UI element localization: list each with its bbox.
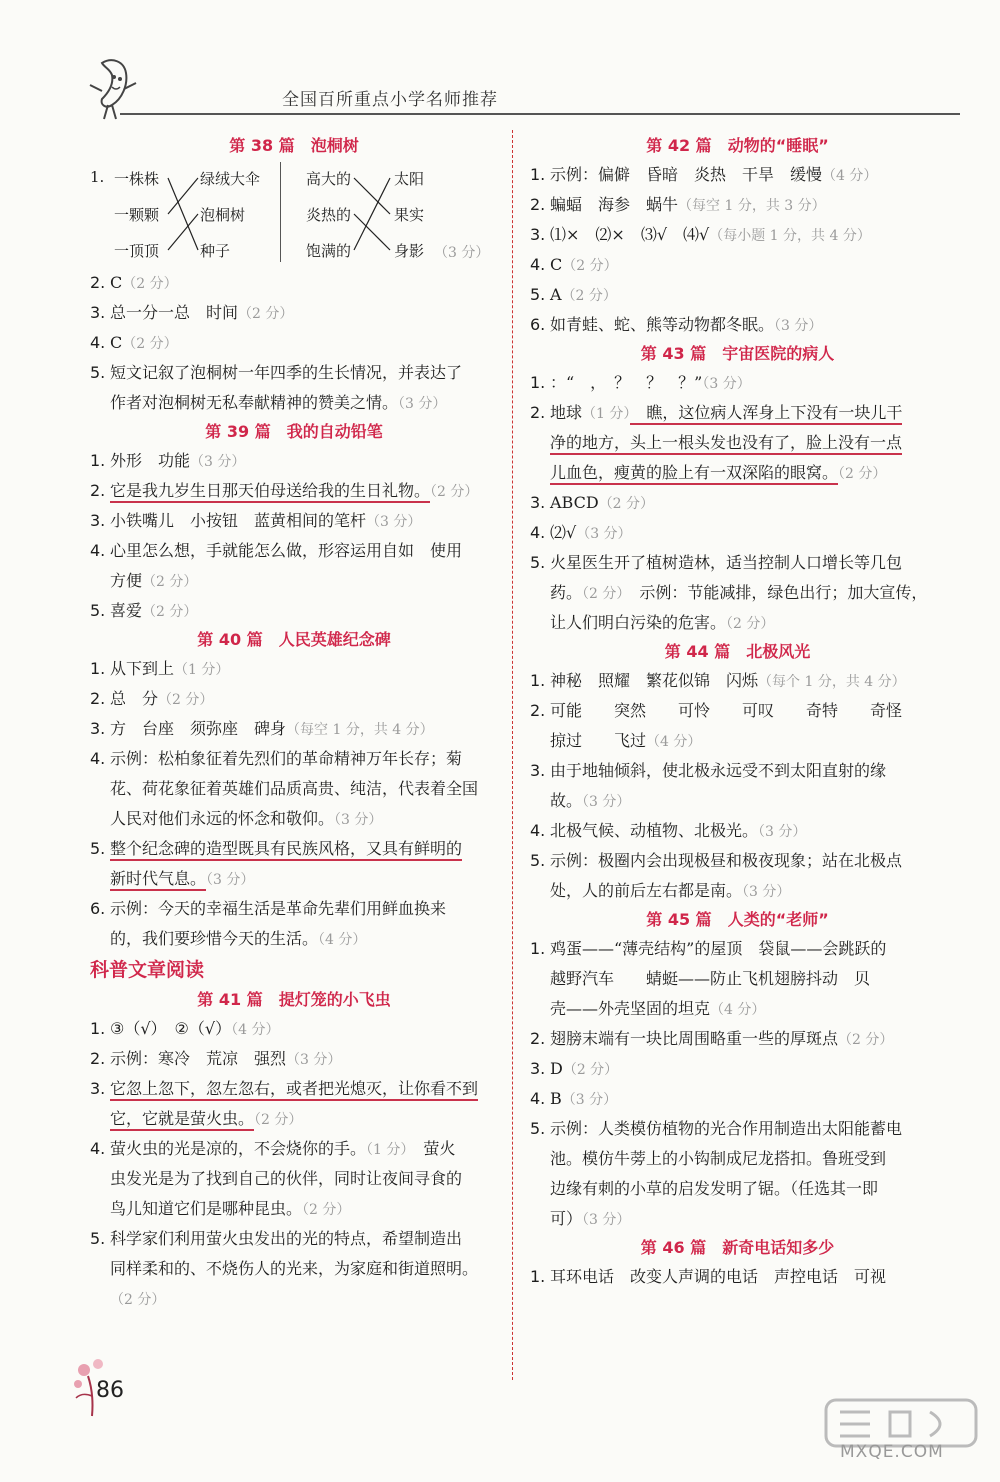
score: （2 分） [302,1202,351,1218]
answer-text: 小铁嘴儿 小按钮 蓝黄相间的笔杆 [110,511,367,530]
answer-text: 心里怎么想，手就能怎么做，形容运用自如 使用 [110,541,463,560]
section-number: 第 42 篇 [646,136,712,155]
score: （每个 1 分，共 4 分） [758,674,906,690]
answer-line: 2. C（2 分） [90,273,178,292]
match-item: 种子 [200,242,231,260]
score: （3 分） [334,812,383,828]
section-name: 动物的“睡眠” [727,136,829,155]
answer-line [90,774,498,804]
score: （2 分） [598,496,655,512]
score: （2 分） [238,306,294,322]
answer-line: 5. 科学家们利用萤火虫发出的光的特点，希望制造出 [90,1229,463,1248]
score: （3 分） [398,396,447,412]
score: （2 分） [838,466,887,482]
answer-line: 2. 可能 突然 可怜 可叹 奇特 奇怪 [530,701,903,720]
score: （2 分） [561,288,617,304]
section-title-39 [90,418,498,446]
answer-text: 萤火虫的光是凉的，不会烧你的手。 [110,1139,367,1158]
answer-line: 2. 总 分（2 分） [90,689,214,708]
answer-line [90,566,498,596]
header-rule [120,113,960,115]
score: （2 分） [122,336,178,352]
answer-line: 3. 由于地轴倾斜，使北极永远受不到太阳直射的缘 [530,761,887,780]
answer-line [90,1284,498,1314]
score: （2 分） [562,1062,619,1078]
score: （3 分） [582,1212,631,1228]
section-title-38 [90,132,498,160]
score: （2 分） [142,604,198,620]
score: （3 分） [561,1092,618,1108]
answer-text: C [550,255,563,274]
answer-line: 1. 示例：偏僻 昏暗 炎热 干旱 缓慢（4 分） [530,165,878,184]
answer-line: 5. 整个纪念碑的造型既具有民族风格，又具有鲜明的 [90,834,498,864]
answer-line: 1. 从下到上（1 分） [90,659,230,678]
section-number: 第 38 篇 [229,136,295,155]
score: （每小题 1 分，共 4 分） [709,228,871,244]
answer-text: 人民对他们永远的怀念和敬仰。 [110,809,335,828]
score: （3 分） [742,884,791,900]
score: （1 分） [582,406,631,422]
answer-line: 3. D（2 分） [530,1059,619,1078]
answer-text: 外形 功能 [110,451,191,470]
answer-text: 从下到上 [110,659,175,678]
answer-text: 示例：偏僻 昏暗 炎热 干旱 缓慢 [550,165,823,184]
section-number: 第 39 篇 [205,422,271,441]
answer-line: 5. A（2 分） [530,285,617,304]
answer-text: 它，它就是萤火虫。 [110,1109,254,1131]
answer-line: 3. 它忽上忽下，忽左忽右，或者把光熄灭，让你看不到 [90,1074,498,1104]
answer-line: 3. ⑴× ⑵× ⑶√ ⑷√（每小题 1 分，共 4 分） [530,225,871,244]
score: （每空 1 分，共 4 分） [286,722,434,738]
answer-line [90,1104,498,1134]
header-title: 全国百所重点小学名师推荐 [282,90,498,110]
right-column [530,132,945,1292]
answer-line: 4. ⑵√（3 分） [530,523,632,542]
section-number: 第 40 篇 [197,630,263,649]
answer-text: 示例：节能减排，绿色出行；加大宣传， [623,583,928,602]
answer-text: B [550,1089,562,1108]
section-name: 提灯笼的小飞虫 [278,990,391,1009]
answer-line [90,1194,498,1224]
score: （2 分） [562,258,618,274]
section-title-46 [530,1234,945,1262]
answer-text: 总一分一总 时间 [110,303,239,322]
section-title-41 [90,986,498,1014]
section-title-43 [530,340,945,368]
answer-line: 1. 鸡蛋——“薄壳结构”的屋顶 袋鼠——会跳跃的 [530,939,887,958]
answer-text: 可） [550,1209,583,1228]
answer-line [530,578,945,608]
answer-line: 1. 耳环电话 改变人声调的电话 声控电话 可视 [530,1267,887,1286]
answer-text: 作者对泡桐树无私奉献精神的赞美之情。 [110,393,399,412]
match-item: 一顶顶 [114,242,160,260]
answer-text: ③（√） ②（√） [110,1019,232,1038]
score: （2 分） [158,692,214,708]
answer-line: 6. 示例：今天的幸福生活是革命先辈们用鲜血换来 [90,899,447,918]
answer-line [530,994,945,1024]
answer-line: 4. 示例：松柏象征着先烈们的革命精神万年长存；菊 [90,749,463,768]
answer-text: 净的地方，头上一根头发也没有了，脸上没有一点 [550,433,902,455]
match-item: 果实 [394,206,425,224]
left-column [90,132,498,1314]
answer-line [90,924,498,954]
answer-line: 4. 心里怎么想，手就能怎么做，形容运用自如 使用 [90,541,463,560]
answer-text: 方 台座 须弥座 碑身 [110,719,287,738]
answer-line: 3. 方 台座 须弥座 碑身（每空 1 分，共 4 分） [90,719,434,738]
question-number: 1. [90,168,105,186]
answer-text: ⑵√ [550,523,577,542]
answer-text: 药。 [550,583,583,602]
answer-text: 火星医生开了植树造林，适当控制人口增长等几包 [550,553,903,572]
answer-text: 由于地轴倾斜，使北极永远受不到太阳直射的缘 [550,761,887,780]
answer-line: 4. 北极气候、动植物、北极光。（3 分） [530,821,807,840]
answer-text: 它忽上忽下，忽左忽右，或者把光熄灭，让你看不到 [110,1079,478,1101]
answer-line: 1. ③（√） ②（√）（4 分） [90,1019,280,1038]
match-item: 一株株 [114,170,160,188]
answer-line: 5. 火星医生开了植树造林，适当控制人口增长等几包 [530,553,903,572]
answer-line [90,1254,498,1284]
section-name: 宇宙医院的病人 [722,344,835,363]
answer-text: 虫发光是为了找到自己的伙伴，同时让夜间寻食的 [110,1169,463,1188]
answer-line [530,726,945,756]
score: （3 分） [206,872,255,888]
score: （2 分） [122,276,178,292]
answer-text: 掠过 飞过 [550,731,647,750]
answer-line [530,876,945,906]
answer-text: 如青蛙、蛇、熊等动物都冬眠。 [550,315,775,334]
answer-text: 北极气候、动植物、北极光。 [550,821,759,840]
score: （3 分） [582,794,631,810]
score: （3 分） [576,526,632,542]
score: （3 分） [366,514,422,530]
answer-text: 鸡蛋——“薄壳结构”的屋顶 袋鼠——会跳跃的 [550,939,887,958]
match-item: 一颗颗 [114,206,160,224]
answer-line [530,428,945,458]
score: （每空 1 分，共 3 分） [678,198,826,214]
answer-line: 6. 如青蛙、蛇、熊等动物都冬眠。（3 分） [530,315,823,334]
answer-text: 越野汽车 蜻蜓——防止飞机翅膀抖动 贝 [550,969,871,988]
answer-text: 同样柔和的、不烧伤人的光来，为家庭和街道照明。 [110,1259,479,1278]
answer-line [530,1144,945,1174]
answer-text: 边缘有刺的小草的启发发明了锯。（任选其一即 [550,1179,879,1198]
score: （4 分） [822,168,878,184]
answer-text: ⑴× ⑵× ⑶√ ⑷√ [550,225,710,244]
section-title-42 [530,132,945,160]
answer-text: C [110,333,123,352]
answer-text: ABCD [550,493,599,512]
answer-text: 故。 [550,791,583,810]
score: （3 分） [434,245,490,261]
answer-line: 5. 示例：极圈内会出现极昼和极夜现象；站在北极点 [530,851,903,870]
score: （2 分） [142,574,198,590]
page-header [60,55,960,125]
answer-text: 蝙蝠 海参 蜗牛 [550,195,679,214]
answer-line: 4. C（2 分） [530,255,618,274]
section-name: 人类的“老师” [727,910,829,929]
answer-text: 让人们明白污染的危害。 [550,613,727,632]
section-title-40 [90,626,498,654]
answer-line: 1. 神秘 照耀 繁花似锦 闪烁（每个 1 分，共 4 分） [530,671,906,690]
answer-line: 2. 翅膀末端有一块比周围略重一些的厚斑点（2 分） [530,1029,894,1048]
answer-line: 3. ABCD（2 分） [530,493,655,512]
score: （2 分） [110,1292,166,1308]
answer-text: 方便 [110,571,143,590]
answer-text: D [550,1059,563,1078]
answer-text: 示例：今天的幸福生活是革命先辈们用鲜血换来 [110,899,447,918]
answer-text: 新时代气息。 [110,869,206,891]
section-number: 第 45 篇 [646,910,712,929]
answer-text: 的，我们要珍惜今天的生活。 [110,929,319,948]
score: （2 分） [430,484,479,500]
match-item: 炎热的 [306,206,352,224]
matching-answer [90,160,498,268]
column-divider [512,130,513,1380]
score: （4 分） [231,1022,280,1038]
score: （4 分） [710,1002,766,1018]
answer-line [530,1174,945,1204]
section-number: 第 46 篇 [640,1238,707,1257]
answer-line [90,1164,498,1194]
answer-line: 3. 总一分一总 时间（2 分） [90,303,294,322]
score: （3 分） [190,454,246,470]
match-item: 泡桐树 [200,206,246,224]
answer-text: 翅膀末端有一块比周围略重一些的厚斑点 [550,1029,839,1048]
answer-line [530,1204,945,1234]
answer-text: C [110,273,123,292]
answer-text: 花、荷花象征着英雄们品质高贵、纯洁，代表着全国 [110,779,479,798]
score: （4 分） [646,734,702,750]
answer-text: 壳——外壳坚固的坦克 [550,999,711,1018]
section-name: 泡桐树 [310,136,359,155]
score: （4 分） [318,932,367,948]
answer-line: 2. 示例：寒冷 荒凉 强烈（3 分） [90,1049,342,1068]
score: （3 分） [758,824,807,840]
answer-text: 科学家们利用萤火虫发出的光的特点，希望制造出 [110,1229,463,1248]
score: （1 分） [174,662,230,678]
match-item: 绿绒大伞 [200,170,261,188]
score: （3 分） [286,1052,342,1068]
answer-text: 总 分 [110,689,159,708]
answer-line [90,864,498,894]
match-item: 高大的 [306,170,352,188]
answer-line [530,458,945,488]
watermark-text: MXQE.COM [840,1442,944,1462]
answer-line [530,608,945,638]
score: （3 分） [702,376,751,392]
answer-text: 示例：松柏象征着先烈们的革命精神万年长存；菊 [110,749,463,768]
answer-text: ：“ ， ？ ？ ？” [550,373,703,392]
section-number: 第 41 篇 [197,990,263,1009]
answer-line: 1. 外形 功能（3 分） [90,451,246,470]
score: （2 分） [254,1112,303,1128]
answer-text: 地球 [550,403,583,422]
answer-text: A [550,285,562,304]
answer-text: 处，人的前后左右都是南。 [550,881,743,900]
answer-line: 4. 萤火虫的光是凉的，不会烧你的手。（1 分） 萤火 [90,1139,456,1158]
answer-text: 示例：人类模仿植物的光合作用制造出太阳能蓄电 [550,1119,903,1138]
section-name: 我的自动铅笔 [286,422,383,441]
score: （1 分） [366,1142,408,1158]
answer-text: 儿血色，瘦黄的脸上有一双深陷的眼窝。 [550,463,838,485]
answer-line [530,786,945,816]
answer-text: 瞧，这位病人浑身上下没有一块儿干 [630,403,902,425]
match-lines [166,160,200,268]
category-heading: 科普文章阅读 [90,959,205,981]
section-name: 新奇电话知多少 [722,1238,835,1257]
answer-line: 4. C（2 分） [90,333,178,352]
match-item: 饱满的 [306,242,352,260]
match-item: 身影 [394,242,425,260]
match-separator [280,162,281,262]
answer-text: 短文记叙了泡桐树一年四季的生长情况，并表达了 [110,363,463,382]
answer-line [530,964,945,994]
answer-text: 整个纪念碑的造型既具有民族风格，又具有鲜明的 [110,839,462,861]
section-number: 第 44 篇 [664,642,731,661]
answer-line: 4. B（3 分） [530,1089,618,1108]
score: （2 分） [726,616,775,632]
answer-line: 5. 短文记叙了泡桐树一年四季的生长情况，并表达了 [90,363,463,382]
score: （2 分） [838,1032,894,1048]
section-title-45 [530,906,945,934]
answer-text: 喜爱 [110,601,143,620]
answer-text: 萤火 [407,1139,456,1158]
answer-text: 神秘 照耀 繁花似锦 闪烁 [550,671,759,690]
answer-line [90,388,498,418]
score: （2 分） [582,586,624,602]
answer-text: 可能 突然 可怜 可叹 奇特 奇怪 [550,701,903,720]
section-name: 人民英雄纪念碑 [278,630,391,649]
answer-line: 2. 地球（1 分） 瞧，这位病人浑身上下没有一块儿干 [530,398,945,428]
answer-line [90,804,498,834]
section-title-44 [530,638,945,666]
answer-text: 池。模仿牛蒡上的小钩制成尼龙搭扣。鲁班受到 [550,1149,887,1168]
answer-line: 2. 它是我九岁生日那天伯母送给我的生日礼物。（2 分） [90,476,498,506]
answer-text: 鸟儿知道它们是哪种昆虫。 [110,1199,303,1218]
answer-text: 它是我九岁生日那天伯母送给我的生日礼物。 [110,481,430,503]
answer-text: 示例：极圈内会出现极昼和极夜现象；站在北极点 [550,851,903,870]
answer-line: 3. 小铁嘴儿 小按钮 蓝黄相间的笔杆（3 分） [90,511,422,530]
answer-line: 1. ：“ ， ？ ？ ？”（3 分） [530,373,751,392]
score: （3 分） [774,318,823,334]
answer-line: 2. 蝙蝠 海参 蜗牛（每空 1 分，共 3 分） [530,195,826,214]
section-name: 北极风光 [746,642,811,661]
answer-line: 5. 喜爱（2 分） [90,601,198,620]
section-number: 第 43 篇 [640,344,707,363]
page-number: 86 [96,1378,124,1403]
match-item: 太阳 [394,170,425,188]
answer-line: 5. 示例：人类模仿植物的光合作用制造出太阳能蓄电 [530,1119,903,1138]
answer-text: 示例：寒冷 荒凉 强烈 [110,1049,287,1068]
answer-text: 耳环电话 改变人声调的电话 声控电话 可视 [550,1267,887,1286]
match-lines [352,160,392,268]
